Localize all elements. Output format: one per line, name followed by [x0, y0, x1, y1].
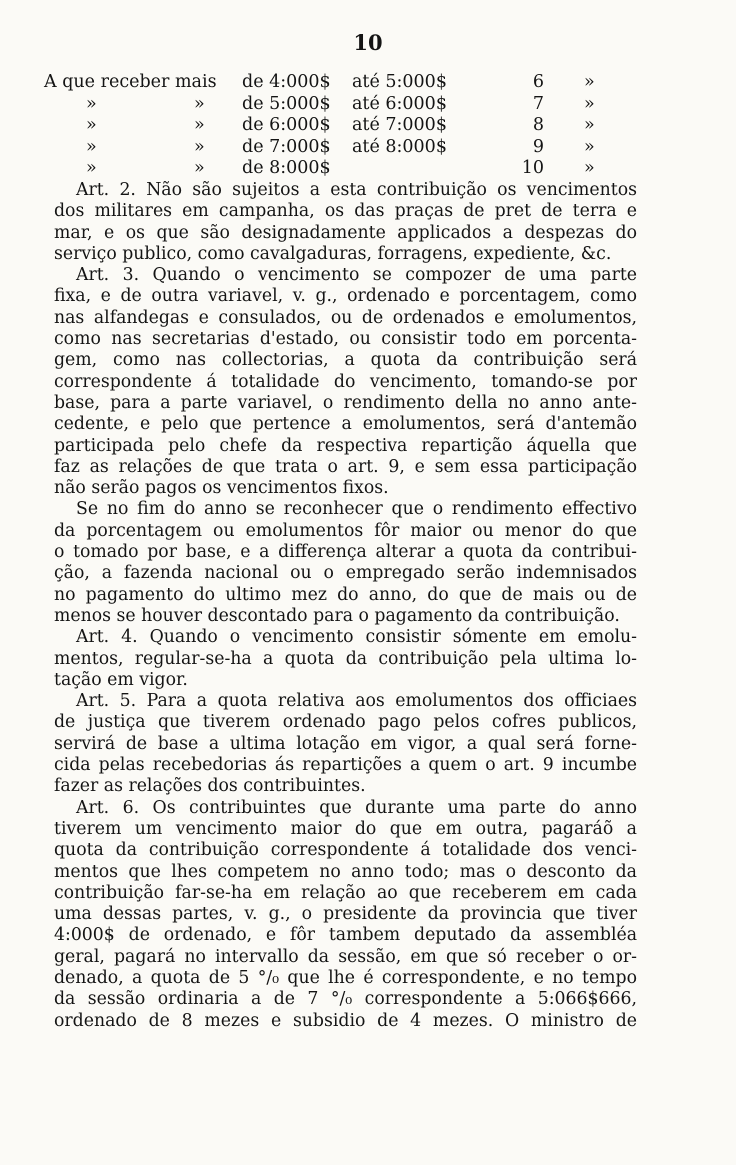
text-line: tação em vigor.	[54, 669, 188, 690]
text-line: fazer as relações dos contribuintes.	[54, 776, 366, 797]
rate-value: 7	[532, 93, 544, 114]
range-from: de 4:000$	[242, 72, 331, 92]
ditto-mark: »	[584, 93, 595, 114]
text-line: Art. 5. Para a quota relativa aos emolumentos dos officiaes	[76, 691, 637, 712]
ditto-mark: »	[194, 115, 205, 135]
text-line: Art. 3. Quando o vencimento se compozer de uma parte	[76, 265, 637, 286]
range-from: de 6:000$	[242, 115, 331, 135]
rate-value: 6	[532, 72, 544, 92]
table-row	[44, 72, 664, 94]
ditto-mark: »	[86, 158, 97, 178]
text-line: serviço publico, como cavalgaduras, forragens, expediente, &c.	[54, 243, 612, 264]
range-to: até 8:000$	[352, 136, 447, 157]
text-line: o tomado por base, e a differença alterar a quota da contribui-	[54, 542, 637, 563]
ditto-mark: »	[584, 72, 595, 92]
ditto-mark: »	[194, 136, 205, 157]
table-row	[44, 94, 664, 116]
text-line: servirá de base a ultima lotação em vigor, a qual será forne-	[54, 733, 637, 754]
text-line: Art. 6. Os contribuintes que durante uma parte do anno	[76, 797, 637, 818]
text-line: ção, a fazenda nacional ou o empregado serão indemnisados	[54, 563, 637, 584]
text-line: da sessão ordinaria a de 7 °/₀ correspondente a 5:066$666,	[54, 989, 637, 1010]
table-row	[44, 137, 664, 159]
range-from: de 5:000$	[242, 93, 331, 114]
ditto-mark: »	[194, 93, 205, 114]
ditto-mark: »	[584, 158, 595, 178]
text-line: mentos, regular-se-ha a quota da contribuição pela ultima lo-	[54, 648, 637, 669]
text-line: denado, a quota de 5 °/₀ que lhe é correspondente, e no tempo	[54, 967, 637, 988]
text-line: mar, e os que são designadamente applicados a despezas do	[54, 222, 637, 243]
text-line: uma dessas partes, v. g., o presidente da provincia que tiver	[54, 904, 637, 925]
text-line: mentos que lhes competem no anno todo; mas o desconto da	[54, 861, 637, 882]
range-from: de 7:000$	[242, 136, 331, 157]
table-row	[44, 115, 664, 137]
rate-value: 9	[532, 136, 544, 157]
text-line: Art. 2. Não são sujeitos a esta contribuição os vencimentos	[76, 180, 637, 200]
page-number: 10	[353, 30, 383, 55]
text-line: quota da contribuição correspondente á totalidade dos venci-	[54, 840, 637, 861]
text-line: participada pelo chefe da respectiva repartição áquella que	[54, 435, 637, 456]
ditto-mark: »	[194, 158, 205, 178]
text-line: Art. 4. Quando o vencimento consistir sómente em emolu-	[76, 627, 637, 648]
text-line: como nas secretarias d'estado, ou consistir todo em porcenta-	[54, 329, 637, 350]
article-text	[54, 180, 637, 1032]
text-line: contribuição far-se-ha em relação ao que receberem em cada	[54, 882, 637, 903]
text-line: gem, como nas collectorias, a quota da contribuição será	[54, 350, 637, 371]
text-line: Se no fim do anno se reconhecer que o rendimento effectivo	[76, 499, 637, 520]
range-to: até 6:000$	[352, 93, 447, 114]
text-line: no pagamento do ultimo mez do anno, do que de mais ou de	[54, 584, 637, 605]
text-line: faz as relações de que trata o art. 9, e sem essa participação	[54, 456, 637, 477]
text-line: ordenado de 8 mezes e subsidio de 4 mezes. O ministro de	[54, 1010, 637, 1031]
contribution-table	[44, 72, 664, 180]
row-label: A que receber mais	[44, 72, 217, 92]
range-to: até 5:000$	[352, 72, 447, 92]
text-line: de justiça que tiverem ordenado pago pelos cofres publicos,	[54, 712, 637, 733]
range-from: de 8:000$	[242, 158, 331, 178]
ditto-mark: »	[584, 136, 595, 157]
ditto-mark: »	[584, 115, 595, 135]
text-line: tiverem um vencimento maior do que em outra, pagaráõ a	[54, 818, 637, 839]
rate-value: 10	[521, 158, 544, 178]
text-line: menos se houver descontado para o pagamento da contribuição.	[54, 605, 620, 626]
ditto-mark: »	[86, 136, 97, 157]
range-to: até 7:000$	[352, 115, 447, 135]
ditto-mark: »	[86, 115, 97, 135]
text-line: nas alfandegas e consulados, ou de ordenados e emolumentos,	[54, 307, 637, 328]
text-line: não serão pagos os vencimentos fixos.	[54, 478, 389, 499]
text-line: dos militares em campanha, os das praças de pret de terra e	[54, 201, 637, 222]
text-line: da porcentagem ou emolumentos fôr maior ou menor do que	[54, 520, 637, 541]
ditto-mark: »	[86, 93, 97, 114]
text-line: cida pelas recebedorias ás repartições a quem o art. 9 incumbe	[54, 755, 637, 776]
text-line: 4:000$ de ordenado, e fôr tambem deputado da assembléa	[54, 925, 637, 946]
text-line: fixa, e de outra variavel, v. g., ordenado e porcentagem, como	[54, 286, 637, 307]
rate-value: 8	[532, 115, 544, 135]
text-line: cedente, e pelo que pertence a emolumentos, será d'antemão	[54, 414, 637, 435]
text-line: base, para a parte variavel, o rendimento della no anno ante-	[54, 392, 637, 413]
text-line: geral, pagará no intervallo da sessão, em que só receber o or-	[54, 946, 637, 967]
table-row	[44, 158, 664, 180]
text-line: correspondente á totalidade do vencimento, tomando-se por	[54, 371, 637, 392]
